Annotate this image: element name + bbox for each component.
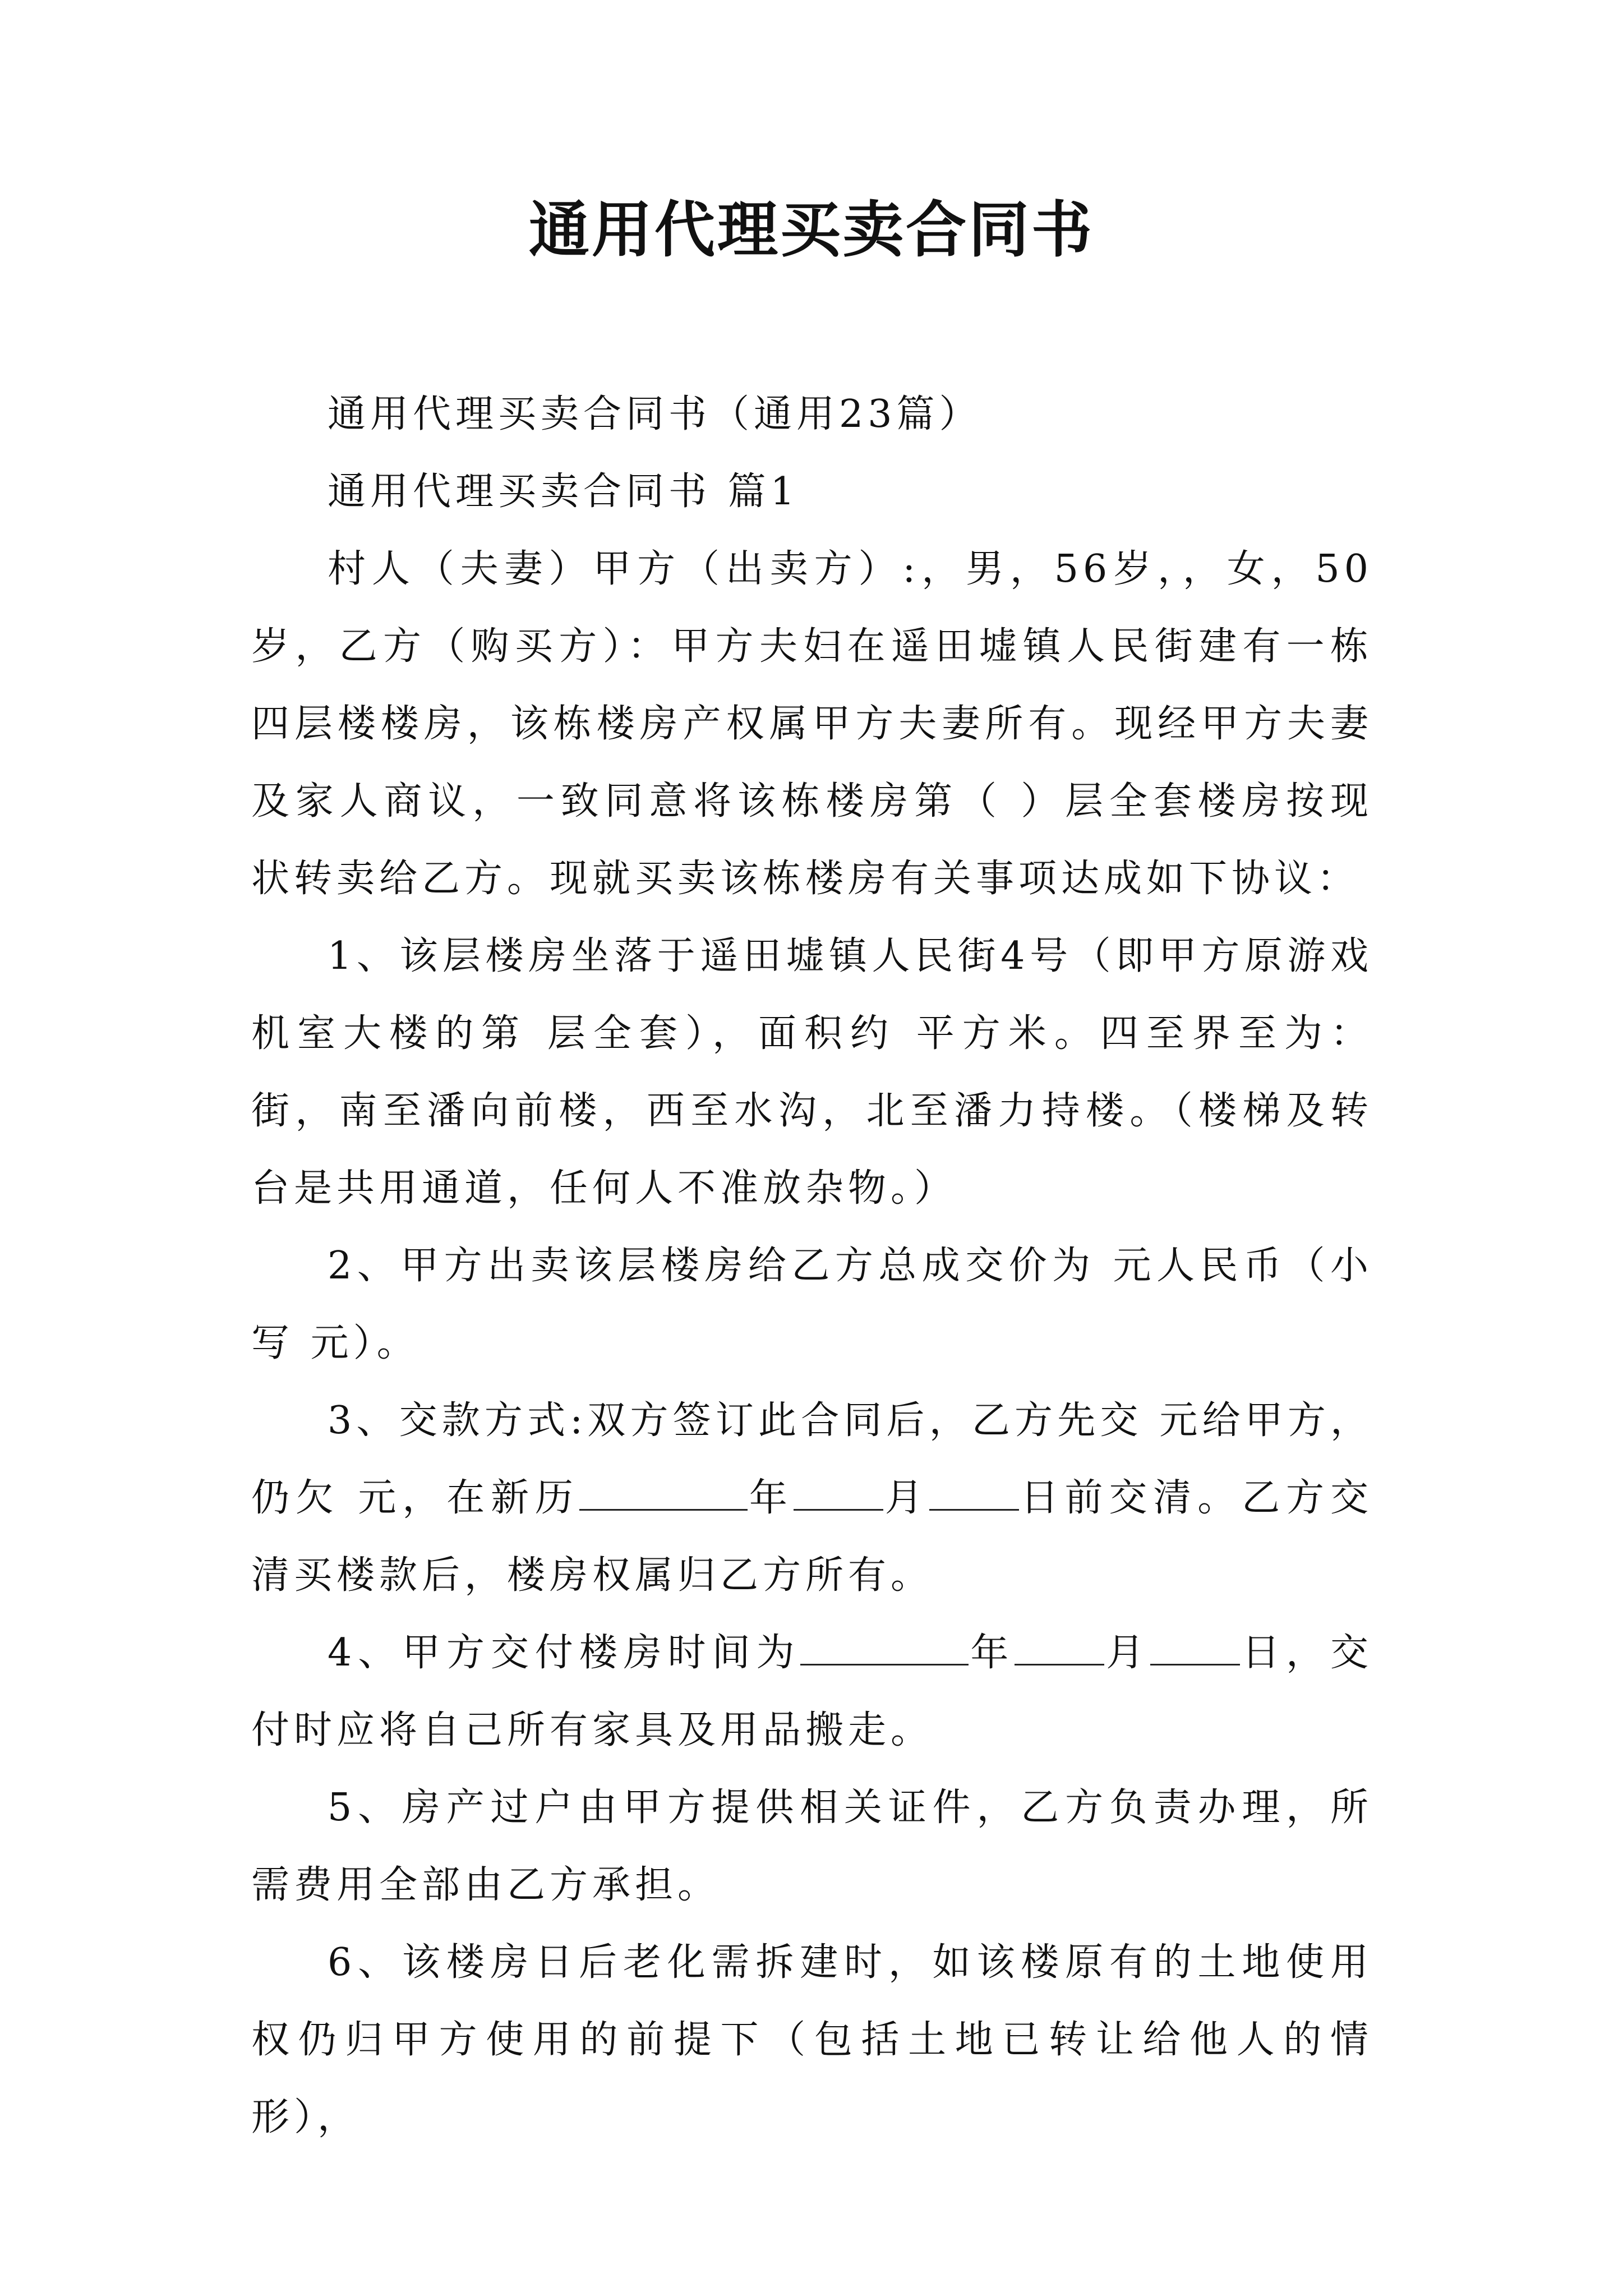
clause-3-text-a: 3、交款方式:双方签订此合同后，乙方先交 元给甲方，仍欠 元，在新历 xyxy=(251,1398,1373,1520)
document-subtitle: 通用代理买卖合同书（通用23篇） xyxy=(328,392,982,436)
year-label: 年 xyxy=(969,1631,1015,1675)
month-blank xyxy=(1015,1631,1104,1665)
year-label: 年 xyxy=(747,1476,794,1520)
clause-2: 2、甲方出卖该层楼房给乙方总成交价为 元人民币（小写 元）。 xyxy=(251,1244,1373,1365)
clause-5: 5、房产过户由甲方提供相关证件，乙方负责办理，所需费用全部由乙方承担。 xyxy=(251,1786,1373,1907)
section-heading: 通用代理买卖合同书 篇1 xyxy=(328,470,799,514)
clause-1: 1、该层楼房坐落于遥田墟镇人民街4号（即甲方原游戏机室大楼的第 层全套），面积约 平方米。四至界至为：街，南至潘向前楼，西至水沟，北至潘力持楼。（楼梯及转台是共用通道，任何人不准放杂物。） xyxy=(251,934,1373,1211)
clause-3-text-b: 日前交清。乙方交清买楼款后，楼房权属归乙方所有。 xyxy=(251,1476,1373,1598)
intro-paragraph: 村人（夫妻）甲方（出卖方）:，男，56岁，，女，50岁，乙方（购买方）：甲方夫妇在遥田墟镇人民街建有一栋四层楼楼房，该栋楼房产权属甲方夫妻所有。现经甲方夫妻及家人商议，一致同意将该栋楼房第（ ）层全套楼房按现状转卖给乙方。现就买卖该栋楼房有关事项达成如下协议： xyxy=(251,547,1373,901)
month-blank xyxy=(794,1476,883,1511)
month-label: 月 xyxy=(1104,1631,1151,1675)
clause-4 xyxy=(251,1614,1373,1769)
year-blank xyxy=(579,1476,748,1511)
clause-6: 6、该楼房日后老化需拆建时，如该楼原有的土地使用权仍归甲方使用的前提下（包括土地已转让给他人的情形）， xyxy=(251,1940,1373,2139)
document-body xyxy=(251,376,1373,2156)
year-blank xyxy=(800,1631,969,1665)
day-blank xyxy=(929,1476,1019,1511)
clause-4-text-b: 日，交付时应将自己所有家具及用品搬走。 xyxy=(251,1631,1373,1752)
clause-4-text-a: 4、甲方交付楼房时间为 xyxy=(328,1631,801,1675)
clause-3 xyxy=(251,1382,1373,1614)
document-title: 通用代理买卖合同书 xyxy=(528,195,1094,265)
month-label: 月 xyxy=(883,1476,929,1520)
day-blank xyxy=(1150,1631,1240,1665)
